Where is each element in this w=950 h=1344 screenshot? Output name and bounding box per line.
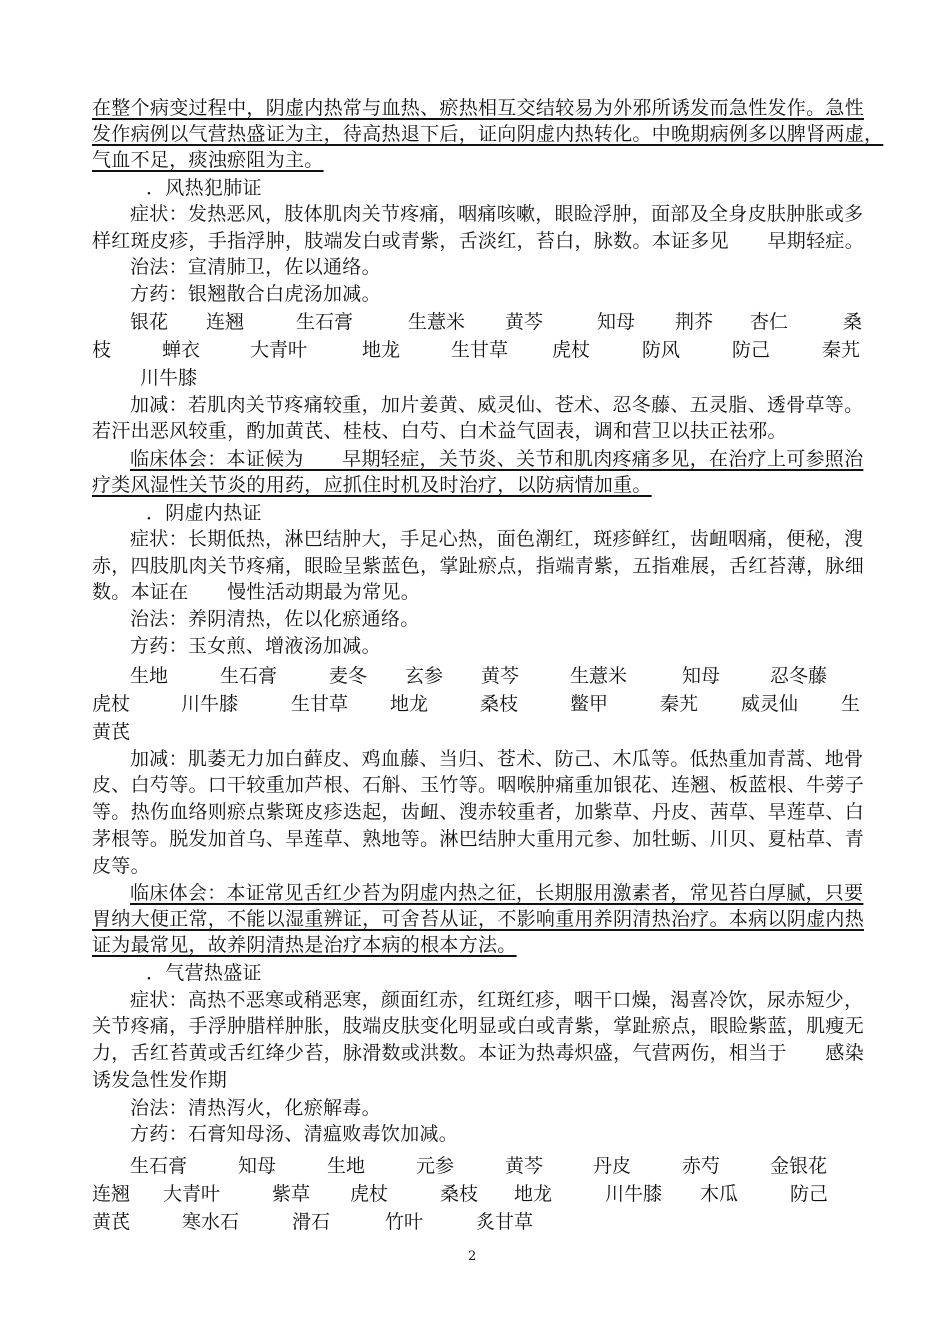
herb-item: 金银花 bbox=[770, 1155, 828, 1177]
herb-item: 秦艽 bbox=[660, 693, 699, 715]
herb-item: 生薏米 bbox=[570, 665, 628, 687]
clinical-note: 胃纳大便正常，不能以湿重辨证，可舍苔从证，不影响重用养阴清热治疗。本病以阴虚内热 bbox=[92, 908, 865, 930]
clinical-note: 临床体会：本证候为 早期轻症，关节炎、关节和肌肉疼痛多见，在治疗上可参照治 bbox=[130, 448, 864, 470]
herb-item: 连翘 bbox=[92, 1183, 131, 1205]
formula-text: 方药：石膏知母汤、清瘟败毒饮加减。 bbox=[130, 1123, 459, 1145]
herb-item: 麦冬 bbox=[329, 665, 368, 687]
herb-item: 桑枝 bbox=[480, 693, 519, 715]
herb-item: 防己 bbox=[790, 1183, 829, 1205]
herb-item: 黄芪 bbox=[92, 721, 131, 743]
herb-item: 生石膏 bbox=[220, 665, 278, 687]
herb-item: 防己 bbox=[732, 339, 771, 361]
herb-item: 滑石 bbox=[292, 1211, 331, 1233]
herb-item: 蝉衣 bbox=[162, 339, 201, 361]
section-heading: ．气营热盛证 bbox=[146, 962, 262, 984]
herb-item: 炙甘草 bbox=[476, 1211, 534, 1233]
clinical-note: 临床体会：本证常见舌红少苔为阴虚内热之征，长期服用激素者，常见苔白厚腻，只要 bbox=[130, 882, 864, 904]
herb-item: 知母 bbox=[597, 311, 636, 333]
page-number: 2 bbox=[468, 1249, 477, 1264]
herb-item: 虎杖 bbox=[350, 1183, 389, 1205]
herb-item: 生 bbox=[841, 693, 861, 715]
modification-text: 茅根等。脱发加首乌、旱莲草、熟地等。淋巴结肿大重用元参、加牡蛎、川贝、夏枯草、青 bbox=[92, 828, 865, 850]
modification-text: 加减：肌萎无力加白藓皮、鸡血藤、当归、苍术、防己、木瓜等。低热重加青蒿、地骨 bbox=[130, 748, 864, 770]
herb-item: 大青叶 bbox=[163, 1183, 221, 1205]
herb-item: 忍冬藤 bbox=[770, 665, 828, 687]
modification-text: 皮、白芍等。口干较重加芦根、石斛、玉竹等。咽喉肿痛重加银花、连翘、板蓝根、牛蒡子 bbox=[92, 774, 865, 796]
modification-text: 皮等。 bbox=[92, 855, 150, 877]
herb-item: 玄参 bbox=[405, 665, 444, 687]
intro-line: 在整个病变过程中，阴虚内热常与血热、瘀热相互交结较易为外邪所诱发而急性发作。急性 bbox=[92, 97, 865, 119]
herb-item: 竹叶 bbox=[385, 1211, 424, 1233]
intro-line: 气血不足，痰浊瘀阻为主。 bbox=[92, 149, 324, 171]
formula-text: 方药：银翘散合白虎汤加减。 bbox=[130, 283, 381, 305]
section-heading: ．阴虚内热证 bbox=[146, 502, 262, 524]
herb-item: 荆芥 bbox=[675, 311, 714, 333]
modification-text: 等。热伤血络则瘀点紫斑皮疹迭起，齿衄、溲赤较重者，加紫草、丹皮、茜草、旱莲草、白 bbox=[92, 801, 865, 823]
herb-item: 紫草 bbox=[272, 1183, 311, 1205]
symptom-text: 样红斑皮疹，手指浮肿，肢端发白或青紫，舌淡红，苔白，脉数。本证多见 早期轻症。 bbox=[92, 230, 865, 252]
modification-text: 加减：若肌肉关节疼痛较重，加片姜黄、威灵仙、苍术、忍冬藤、五灵脂、透骨草等。 bbox=[130, 394, 864, 416]
symptom-text: 症状：发热恶风，肢体肌肉关节疼痛，咽痛咳嗽，眼睑浮肿，面部及全身皮肤肿胀或多 bbox=[130, 203, 864, 225]
herb-item: 虎杖 bbox=[92, 693, 131, 715]
herb-item: 川牛膝 bbox=[181, 693, 239, 715]
formula-text: 方药：玉女煎、增液汤加减。 bbox=[130, 635, 381, 657]
symptom-text: 力，舌红苔黄或舌红绛少苔，脉滑数或洪数。本证为热毒炽盛，气营两伤，相当于 感染 bbox=[92, 1042, 865, 1064]
herb-item: 桑 bbox=[843, 311, 863, 333]
herb-item: 知母 bbox=[682, 665, 721, 687]
herb-item: 连翘 bbox=[206, 311, 245, 333]
herb-item: 生石膏 bbox=[296, 311, 354, 333]
herb-item: 秦艽 bbox=[822, 339, 861, 361]
herb-item: 黄芩 bbox=[505, 311, 544, 333]
treatment-text: 治法：清热泻火，化瘀解毒。 bbox=[130, 1097, 381, 1119]
symptom-text: 诱发急性发作期 bbox=[92, 1069, 228, 1091]
symptom-text: 症状：高热不恶寒或稍恶寒，颜面红赤，红斑红疹，咽干口燥，渴喜冷饮，尿赤短少， bbox=[130, 989, 864, 1011]
herb-item: 生地 bbox=[130, 665, 169, 687]
herb-item: 杏仁 bbox=[750, 311, 789, 333]
herb-item: 威灵仙 bbox=[741, 693, 799, 715]
modification-text: 若汗出恶风较重，酌加黄芪、桂枝、白芍、白术益气固表，调和营卫以扶正祛邪。 bbox=[92, 420, 787, 442]
symptom-text: 症状：长期低热，淋巴结肿大，手足心热，面色潮红，斑疹鲜红，齿衄咽痛，便秘，溲 bbox=[130, 528, 864, 550]
herb-item: 川牛膝 bbox=[140, 367, 198, 389]
herb-item: 生地 bbox=[327, 1155, 366, 1177]
herb-item: 地龙 bbox=[514, 1183, 553, 1205]
symptom-text: 关节疼痛，手浮肿腊样肿胀，肢端皮肤变化明显或白或青紫，掌趾瘀点，眼睑紫蓝，肌瘦无 bbox=[92, 1015, 865, 1037]
herb-item: 寒水石 bbox=[182, 1211, 240, 1233]
symptom-text: 数。本证在 慢性活动期最为常见。 bbox=[92, 581, 421, 603]
intro-line: 发作病例以气营热盛证为主，待高热退下后，证向阴虚内热转化。中晚期病例多以脾肾两虚， bbox=[92, 123, 884, 145]
section-heading: ．风热犯肺证 bbox=[146, 177, 262, 199]
herb-item: 木瓜 bbox=[700, 1183, 739, 1205]
herb-item: 川牛膝 bbox=[605, 1183, 663, 1205]
treatment-text: 治法：养阴清热，佐以化瘀通络。 bbox=[130, 608, 420, 630]
herb-item: 防风 bbox=[642, 339, 681, 361]
herb-item: 大青叶 bbox=[250, 339, 308, 361]
herb-item: 赤芍 bbox=[682, 1155, 721, 1177]
herb-item: 鳖甲 bbox=[570, 693, 609, 715]
treatment-text: 治法：宣清肺卫，佐以通络。 bbox=[130, 256, 381, 278]
herb-item: 生甘草 bbox=[291, 693, 349, 715]
clinical-note: 疗类风湿性关节炎的用药，应抓住时机及时治疗，以防病情加重。 bbox=[92, 474, 652, 496]
herb-item: 枝 bbox=[92, 339, 112, 361]
herb-item: 生石膏 bbox=[130, 1155, 188, 1177]
herb-item: 虎杖 bbox=[552, 339, 591, 361]
herb-item: 桑枝 bbox=[440, 1183, 479, 1205]
herb-item: 黄芩 bbox=[481, 665, 520, 687]
herb-item: 知母 bbox=[238, 1155, 277, 1177]
clinical-note: 证为最常见，故养阴清热是治疗本病的根本方法。 bbox=[92, 934, 517, 956]
herb-item: 生薏米 bbox=[408, 311, 466, 333]
symptom-text: 赤，四肢肌肉关节疼痛，眼睑呈紫蓝色，掌趾瘀点，指端青紫，五指难展，舌红苔薄，脉细 bbox=[92, 555, 865, 577]
herb-item: 黄芪 bbox=[92, 1211, 131, 1233]
herb-item: 元参 bbox=[416, 1155, 455, 1177]
herb-item: 地龙 bbox=[362, 339, 401, 361]
herb-item: 黄芩 bbox=[505, 1155, 544, 1177]
herb-item: 生甘草 bbox=[451, 339, 509, 361]
herb-item: 地龙 bbox=[390, 693, 429, 715]
herb-item: 丹皮 bbox=[593, 1155, 632, 1177]
herb-item: 银花 bbox=[130, 311, 169, 333]
